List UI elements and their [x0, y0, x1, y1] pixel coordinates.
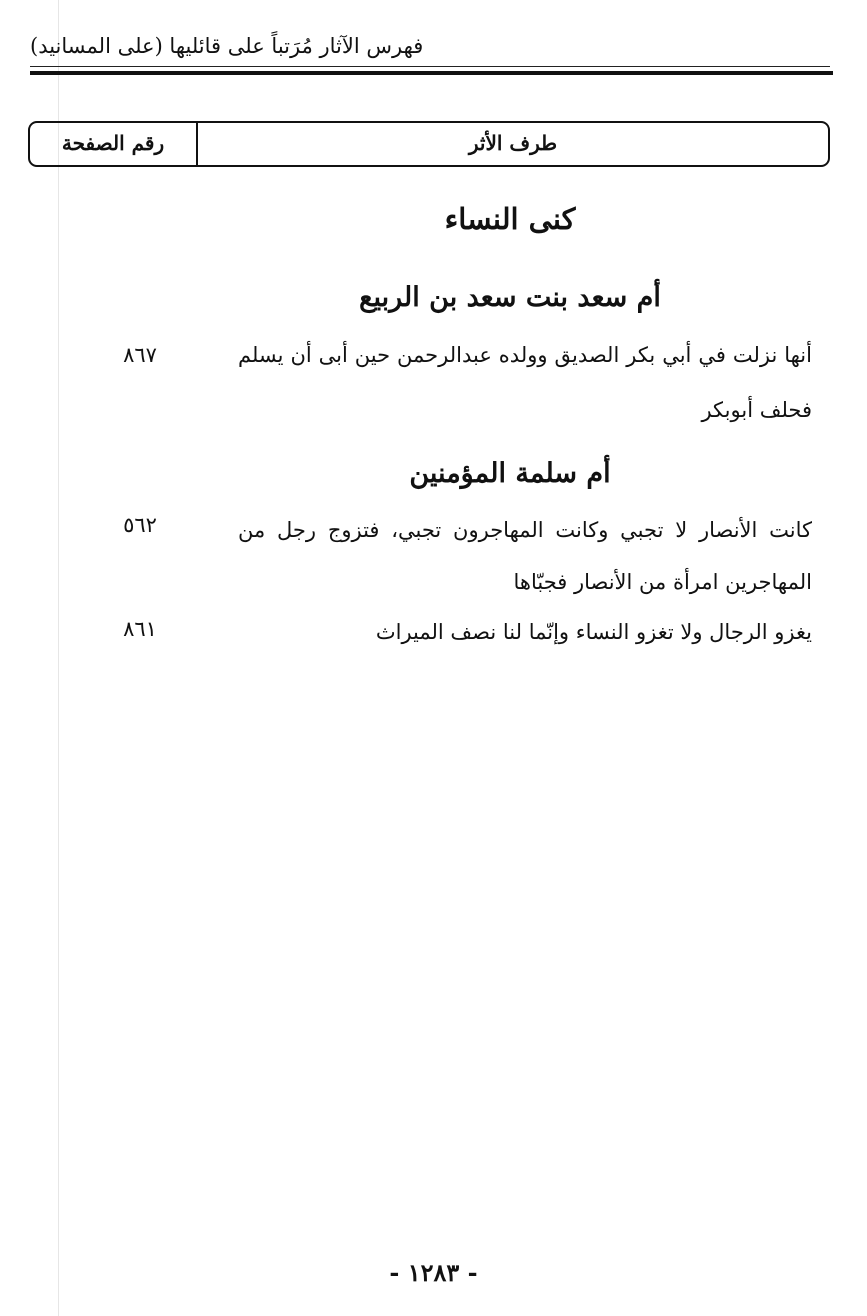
column-divider	[196, 123, 198, 165]
header-rule-thick	[30, 71, 833, 75]
column-header-snippet: طرف الأثر	[468, 131, 558, 155]
entry-line: فحلف أبوبكر	[701, 398, 812, 422]
entry-line: كانت الأنصار لا تجبي وكانت المهاجرون تجبي، فتزوج رجل من	[238, 518, 812, 542]
entry-page-number: ٥٦٢	[123, 513, 157, 537]
entry-page-number: ٨٦٧	[123, 343, 157, 367]
entry-line: يغزو الرجال ولا تغزو النساء وإنّما لنا نصف الميراث	[375, 620, 812, 644]
running-head: فهرس الآثار مُرَتباً على قائليها (على المسانيد)	[30, 34, 424, 58]
entry-line: المهاجرين امرأة من الأنصار فجبّاها	[513, 570, 812, 594]
entry-line: أنها نزلت في أبي بكر الصديق وولده عبدالرحمن حين أبى أن يسلم	[238, 343, 812, 367]
folio-page-number: - ١٢٨٣ -	[389, 1258, 478, 1287]
table-header	[28, 121, 830, 167]
section-title: كنى النساء	[444, 202, 576, 236]
narrator-heading: أم سعد بنت سعد بن الربيع	[359, 282, 661, 313]
entry-page-number: ٨٦١	[123, 617, 157, 641]
narrator-heading: أم سلمة المؤمنين	[409, 458, 611, 489]
header-rule-thin	[30, 66, 830, 67]
column-header-page-number: رقم الصفحة	[61, 131, 165, 155]
